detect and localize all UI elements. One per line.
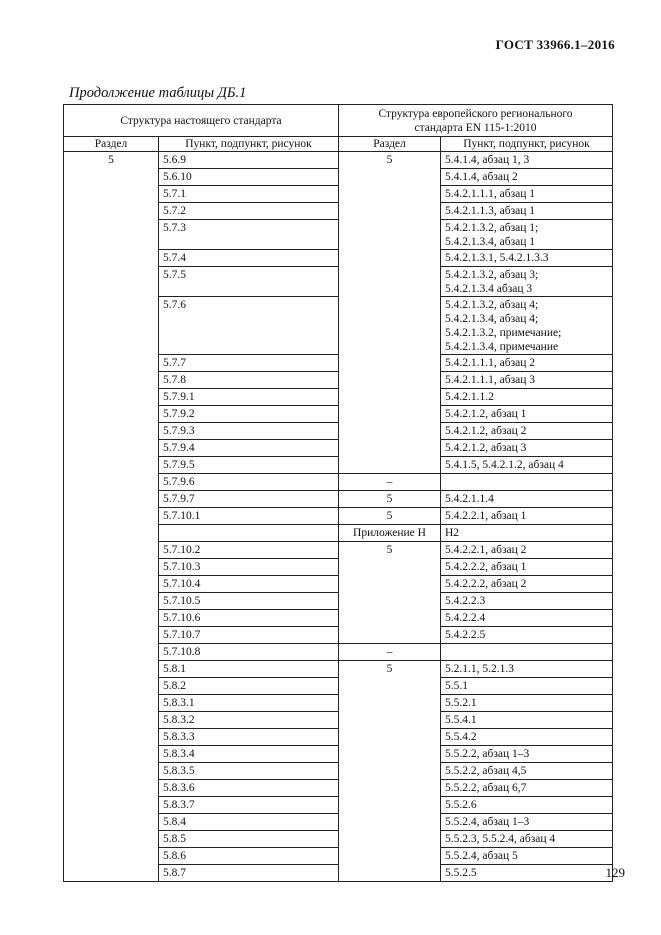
section-cell — [64, 457, 159, 474]
en-clause-cell — [441, 797, 613, 814]
section-cell — [64, 865, 159, 882]
en-section-cell: 5 — [339, 152, 441, 169]
en-section-cell — [339, 355, 441, 372]
section-cell — [64, 440, 159, 457]
table-row — [64, 763, 613, 780]
section-cell — [64, 746, 159, 763]
clause-cell — [159, 508, 339, 525]
cell-line: 5.8.3.3 — [163, 731, 195, 743]
en-clause-cell — [441, 661, 613, 678]
clause-cell — [159, 423, 339, 440]
section-cell — [64, 355, 159, 372]
cell-line: 5.7.1 — [163, 188, 186, 200]
en-clause-cell — [441, 457, 613, 474]
en-clause-cell — [441, 169, 613, 186]
cell-line: 5.5.1 — [445, 680, 468, 692]
en-clause-cell — [441, 542, 613, 559]
en-clause-cell — [441, 355, 613, 372]
cell-line: 5.7.9.6 — [163, 476, 195, 488]
en-section-cell — [339, 627, 441, 644]
cell-line: 5.7.10.5 — [163, 595, 201, 607]
section-cell — [64, 491, 159, 508]
section-cell — [64, 593, 159, 610]
table-row — [64, 695, 613, 712]
cell-line: 5.2.1.1, 5.2.1.3 — [445, 663, 514, 675]
cell-line: 5.4.2.1.1.1, абзац 1 — [445, 188, 536, 200]
table-row — [64, 508, 613, 525]
clause-cell — [159, 220, 339, 250]
clause-cell — [159, 152, 339, 169]
en-clause-cell — [441, 763, 613, 780]
cell-line: 5.5.2.5 — [445, 867, 477, 879]
en-clause-cell — [441, 831, 613, 848]
cell-line: 5.7.10.2 — [163, 544, 201, 556]
cell-line: 5.8.3.5 — [163, 765, 195, 777]
table-row — [64, 644, 613, 661]
column-header-en-clause: Пункт, подпункт, рисунок — [441, 137, 613, 152]
cell-line: 5.8.2 — [163, 680, 186, 692]
en-section-cell: – — [339, 644, 441, 661]
clause-cell — [159, 525, 339, 542]
table-row — [64, 474, 613, 491]
cell-line: 5.4.2.1.2, абзац 3 — [445, 442, 527, 454]
section-cell — [64, 695, 159, 712]
clause-cell — [159, 186, 339, 203]
table-row — [64, 267, 613, 297]
en-section-cell — [339, 220, 441, 250]
clause-cell — [159, 814, 339, 831]
cell-line: 5.5.2.2, абзац 6,7 — [445, 782, 527, 794]
cell-line: 5.4.2.2.3 — [445, 595, 486, 607]
en-section-cell — [339, 406, 441, 423]
en-section-cell — [339, 576, 441, 593]
clause-cell — [159, 576, 339, 593]
clause-cell — [159, 661, 339, 678]
cell-line: 5.5.2.3, 5.5.2.4, абзац 4 — [445, 833, 556, 845]
table-row — [64, 203, 613, 220]
clause-cell — [159, 372, 339, 389]
cell-line: 5.4.2.1.1.3, абзац 1 — [445, 205, 536, 217]
section-cell — [64, 797, 159, 814]
table-row — [64, 661, 613, 678]
en-clause-cell — [441, 814, 613, 831]
en-clause-cell — [441, 203, 613, 220]
clause-cell — [159, 169, 339, 186]
cell-line: 5.4.2.1.1.1, абзац 2 — [445, 357, 536, 369]
en-section-cell — [339, 763, 441, 780]
section-cell — [64, 203, 159, 220]
cell-line: 5.7.2 — [163, 205, 186, 217]
en-clause-cell — [441, 508, 613, 525]
table-row — [64, 729, 613, 746]
cell-line: 5.7.10.3 — [163, 561, 201, 573]
cell-line: 5.4.2.1.3.2, абзац 3; — [445, 269, 539, 281]
en-clause-cell — [441, 297, 613, 355]
clause-cell — [159, 865, 339, 882]
cell-line: 5.4.2.1.3.4, абзац 4; — [445, 313, 539, 325]
section-cell — [64, 627, 159, 644]
cell-line: 5.7.4 — [163, 252, 186, 264]
clause-cell — [159, 729, 339, 746]
section-cell — [64, 831, 159, 848]
en-clause-cell — [441, 186, 613, 203]
en-clause-cell — [441, 525, 613, 542]
section-cell — [64, 780, 159, 797]
clause-cell — [159, 355, 339, 372]
section-cell — [64, 406, 159, 423]
group-header-line: стандарта EN 115-1:2010 — [414, 121, 537, 134]
en-clause-cell — [441, 780, 613, 797]
en-clause-cell — [441, 678, 613, 695]
cell-line: 5.5.2.2, абзац 1–3 — [445, 748, 530, 760]
en-section-cell — [339, 297, 441, 355]
en-section-cell — [339, 559, 441, 576]
table-row — [64, 780, 613, 797]
en-section-cell — [339, 814, 441, 831]
en-clause-cell — [441, 474, 613, 491]
clause-cell — [159, 491, 339, 508]
section-cell — [64, 525, 159, 542]
correspondence-table — [63, 104, 613, 882]
column-header-en-section: Раздел — [339, 137, 441, 152]
table-row — [64, 627, 613, 644]
cell-line: 5.4.2.1.1.4 — [445, 493, 494, 505]
cell-line: 5.7.9.1 — [163, 391, 195, 403]
table-row — [64, 746, 613, 763]
cell-line: 5.5.2.6 — [445, 799, 477, 811]
cell-line: 5.5.4.1 — [445, 714, 477, 726]
clause-cell — [159, 695, 339, 712]
table-row — [64, 848, 613, 865]
cell-line: 5.4.1.4, абзац 2 — [445, 171, 518, 183]
en-section-cell — [339, 372, 441, 389]
cell-line: 5.8.5 — [163, 833, 186, 845]
en-clause-cell — [441, 389, 613, 406]
table-row — [64, 152, 613, 169]
en-clause-cell — [441, 491, 613, 508]
cell-line: 5.7.10.4 — [163, 578, 201, 590]
clause-cell — [159, 678, 339, 695]
cell-line: 5.7.6 — [163, 299, 186, 311]
table-row — [64, 423, 613, 440]
en-clause-cell — [441, 610, 613, 627]
section-cell — [64, 559, 159, 576]
cell-line: 5.7.8 — [163, 374, 186, 386]
en-section-cell: – — [339, 474, 441, 491]
cell-line: 5.5.4.2 — [445, 731, 477, 743]
cell-line: 5.7.10.8 — [163, 646, 201, 658]
cell-line: 5.4.2.1.3.2, примечание; — [445, 327, 562, 339]
cell-line: 5.8.3.4 — [163, 748, 195, 760]
clause-cell — [159, 474, 339, 491]
table-row — [64, 559, 613, 576]
en-clause-cell — [441, 267, 613, 297]
cell-line: 5.4.2.1.3.4, примечание — [445, 341, 559, 353]
cell-line: 5.4.2.1.1.1, абзац 3 — [445, 374, 536, 386]
group-header-line: Структура европейского регионального — [378, 107, 573, 120]
en-section-cell — [339, 729, 441, 746]
section-cell — [64, 661, 159, 678]
page-number: 129 — [605, 865, 625, 880]
section-cell — [64, 644, 159, 661]
en-section-cell — [339, 610, 441, 627]
clause-cell — [159, 267, 339, 297]
en-clause-cell — [441, 372, 613, 389]
cell-line: 5.7.3 — [163, 222, 186, 234]
cell-line: 5.5.2.4, абзац 5 — [445, 850, 518, 862]
en-section-cell — [339, 746, 441, 763]
en-clause-cell — [441, 423, 613, 440]
group-header-this-standard: Структура настоящего стандарта — [64, 105, 339, 137]
table-row — [64, 355, 613, 372]
clause-cell — [159, 389, 339, 406]
cell-line: 5.8.6 — [163, 850, 186, 862]
en-section-cell — [339, 203, 441, 220]
table-row — [64, 389, 613, 406]
en-clause-cell — [441, 220, 613, 250]
table-row — [64, 712, 613, 729]
en-section-cell — [339, 831, 441, 848]
table-body — [64, 152, 613, 882]
clause-cell — [159, 406, 339, 423]
section-cell — [64, 169, 159, 186]
section-cell — [64, 508, 159, 525]
clause-cell — [159, 559, 339, 576]
table-row — [64, 593, 613, 610]
cell-line: 5.4.2.1.2, абзац 2 — [445, 425, 527, 437]
cell-line: 5.6.10 — [163, 171, 192, 183]
en-clause-cell — [441, 250, 613, 267]
table-row — [64, 831, 613, 848]
table-row — [64, 457, 613, 474]
cell-line: 5.4.2.2.5 — [445, 629, 486, 641]
cell-line: 5.7.7 — [163, 357, 186, 369]
table-row — [64, 372, 613, 389]
cell-line: 5.7.10.7 — [163, 629, 201, 641]
clause-cell — [159, 797, 339, 814]
section-cell — [64, 267, 159, 297]
en-section-cell — [339, 423, 441, 440]
column-header-clause: Пункт, подпункт, рисунок — [159, 137, 339, 152]
table-row — [64, 678, 613, 695]
section-cell — [64, 389, 159, 406]
cell-line: 5.4.2.1.3.4, абзац 1 — [445, 236, 536, 248]
en-clause-cell — [441, 576, 613, 593]
cell-line: Н2 — [445, 527, 460, 539]
cell-line: 5.4.2.1.3.4 абзац 3 — [445, 283, 533, 295]
en-clause-cell — [441, 746, 613, 763]
clause-cell — [159, 297, 339, 355]
cell-line: 5.7.10.6 — [163, 612, 201, 624]
en-section-cell — [339, 712, 441, 729]
table-row — [64, 542, 613, 559]
cell-line: 5.4.2.2.1, абзац 2 — [445, 544, 527, 556]
en-clause-cell — [441, 865, 613, 882]
table-row — [64, 297, 613, 355]
cell-line: 5.8.3.7 — [163, 799, 195, 811]
table-row — [64, 865, 613, 882]
cell-line: 5.8.1 — [163, 663, 186, 675]
en-section-cell — [339, 250, 441, 267]
cell-line: 5.7.9.2 — [163, 408, 195, 420]
cell-line: 5.4.2.2.4 — [445, 612, 486, 624]
clause-cell — [159, 610, 339, 627]
cell-line: 5.4.2.2.1, абзац 1 — [445, 510, 527, 522]
en-clause-cell — [441, 440, 613, 457]
en-section-cell: 5 — [339, 491, 441, 508]
table-row — [64, 440, 613, 457]
en-section-cell — [339, 593, 441, 610]
cell-line: 5.4.2.2.2, абзац 1 — [445, 561, 527, 573]
section-cell — [64, 576, 159, 593]
cell-line: 5.4.1.5, 5.4.2.1.2, абзац 4 — [445, 459, 564, 471]
cell-line: 5.8.4 — [163, 816, 186, 828]
clause-cell — [159, 250, 339, 267]
en-section-cell — [339, 186, 441, 203]
cell-line: 5.5.2.4, абзац 1–3 — [445, 816, 530, 828]
section-cell — [64, 474, 159, 491]
section-cell — [64, 712, 159, 729]
table-row — [64, 250, 613, 267]
clause-cell — [159, 780, 339, 797]
table-row — [64, 797, 613, 814]
table-row — [64, 525, 613, 542]
column-header-section: Раздел — [64, 137, 159, 152]
clause-cell — [159, 746, 339, 763]
section-cell — [64, 423, 159, 440]
cell-line: 5.4.1.4, абзац 1, 3 — [445, 154, 530, 166]
clause-cell — [159, 593, 339, 610]
en-section-cell — [339, 457, 441, 474]
clause-cell — [159, 542, 339, 559]
section-cell — [64, 729, 159, 746]
section-cell — [64, 186, 159, 203]
section-cell — [64, 848, 159, 865]
table-caption: Продолжение таблицы ДБ.1 — [69, 85, 247, 101]
section-cell — [64, 542, 159, 559]
en-clause-cell — [441, 848, 613, 865]
cell-line: 5.7.10.1 — [163, 510, 201, 522]
table-row — [64, 220, 613, 250]
cell-line: 5.8.3.2 — [163, 714, 195, 726]
en-clause-cell — [441, 627, 613, 644]
en-section-cell — [339, 169, 441, 186]
cell-line: 5.4.2.1.2, абзац 1 — [445, 408, 527, 420]
cell-line: 5.6.9 — [163, 154, 186, 166]
en-clause-cell — [441, 406, 613, 423]
cell-line: 5.4.2.1.1.2 — [445, 391, 494, 403]
en-section-cell: Приложение Н — [339, 525, 441, 542]
table-row — [64, 169, 613, 186]
clause-cell — [159, 644, 339, 661]
section-cell — [64, 610, 159, 627]
en-section-cell — [339, 780, 441, 797]
section-cell — [64, 763, 159, 780]
en-clause-cell — [441, 644, 613, 661]
table-row — [64, 814, 613, 831]
en-section-cell: 5 — [339, 542, 441, 559]
en-clause-cell — [441, 559, 613, 576]
cell-line: 5.7.9.7 — [163, 493, 195, 505]
cell-line: 5.4.2.1.3.1, 5.4.2.1.3.3 — [445, 252, 549, 264]
cell-line: 5.5.2.2, абзац 4,5 — [445, 765, 527, 777]
en-section-cell — [339, 797, 441, 814]
cell-line: 5.7.5 — [163, 269, 186, 281]
en-section-cell — [339, 695, 441, 712]
clause-cell — [159, 440, 339, 457]
table-row — [64, 406, 613, 423]
clause-cell — [159, 831, 339, 848]
en-section-cell: 5 — [339, 508, 441, 525]
group-header-european-standard — [339, 105, 613, 137]
en-section-cell: 5 — [339, 661, 441, 678]
document-header: ГОСТ 33966.1–2016 — [495, 37, 615, 52]
table-row — [64, 576, 613, 593]
table-row — [64, 610, 613, 627]
en-section-cell — [339, 389, 441, 406]
cell-line: 5.8.3.6 — [163, 782, 195, 794]
clause-cell — [159, 203, 339, 220]
clause-cell — [159, 627, 339, 644]
clause-cell — [159, 848, 339, 865]
en-section-cell — [339, 848, 441, 865]
cell-line: 5.7.9.5 — [163, 459, 195, 471]
cell-line: 5.4.2.1.3.2, абзац 1; — [445, 222, 539, 234]
en-clause-cell — [441, 593, 613, 610]
en-clause-cell — [441, 695, 613, 712]
section-cell — [64, 814, 159, 831]
en-clause-cell — [441, 729, 613, 746]
section-cell — [64, 297, 159, 355]
cell-line: 5.8.7 — [163, 867, 186, 879]
section-cell — [64, 250, 159, 267]
table-row — [64, 186, 613, 203]
cell-line: 5.4.2.2.2, абзац 2 — [445, 578, 527, 590]
en-clause-cell — [441, 152, 613, 169]
clause-cell — [159, 457, 339, 474]
clause-cell — [159, 712, 339, 729]
cell-line: 5.7.9.4 — [163, 442, 195, 454]
clause-cell — [159, 763, 339, 780]
en-clause-cell — [441, 712, 613, 729]
table-row — [64, 491, 613, 508]
en-section-cell — [339, 865, 441, 882]
section-cell — [64, 372, 159, 389]
en-section-cell — [339, 678, 441, 695]
cell-line: 5.4.2.1.3.2, абзац 4; — [445, 299, 539, 311]
section-cell — [64, 678, 159, 695]
en-section-cell — [339, 440, 441, 457]
section-cell: 5 — [64, 152, 159, 169]
cell-line: 5.7.9.3 — [163, 425, 195, 437]
section-cell — [64, 220, 159, 250]
cell-line: 5.5.2.1 — [445, 697, 477, 709]
cell-line: 5.8.3.1 — [163, 697, 195, 709]
en-section-cell — [339, 267, 441, 297]
